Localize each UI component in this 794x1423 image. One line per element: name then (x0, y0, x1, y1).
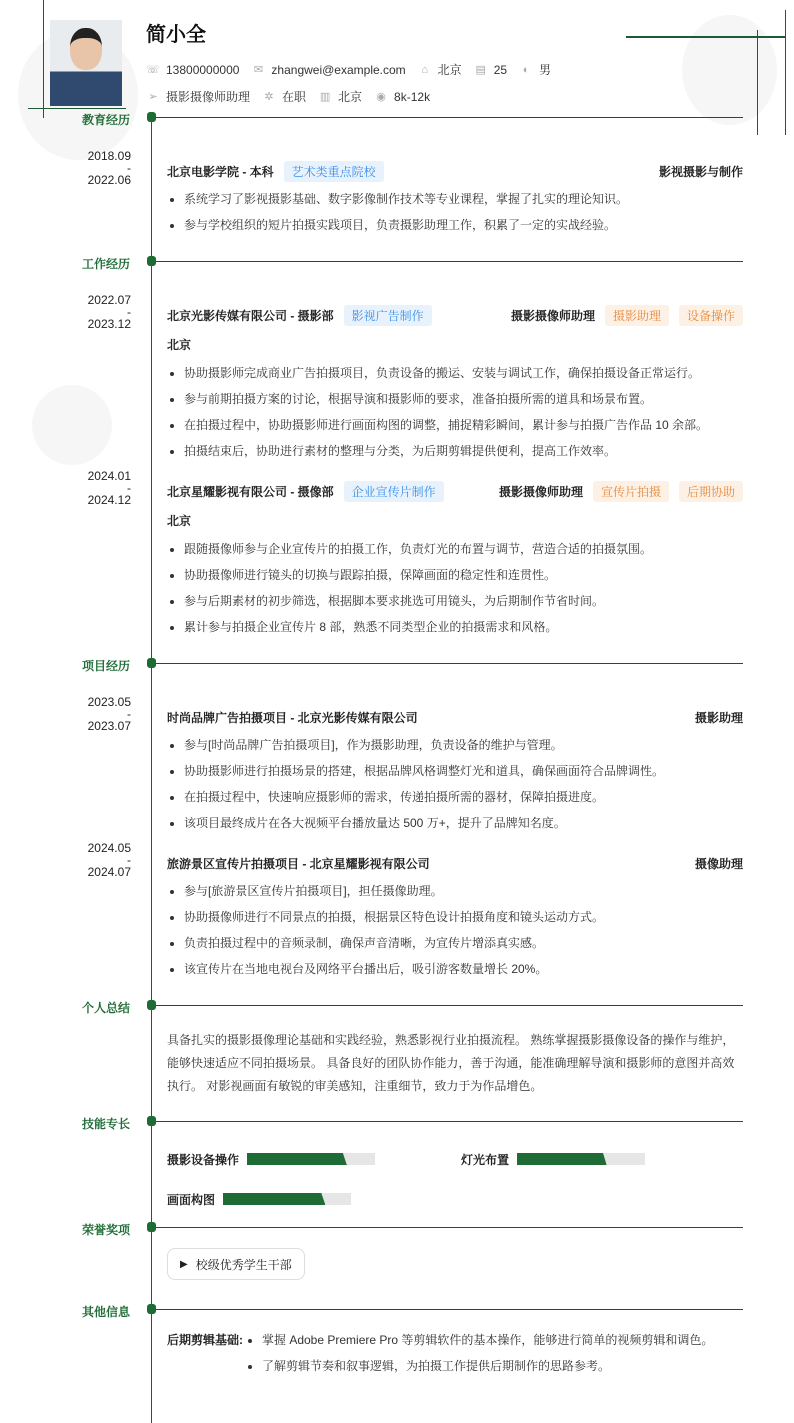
end-date: 2024.07 (87, 865, 131, 879)
section-divider (156, 1005, 743, 1006)
phone: 13800000000 (166, 62, 240, 77)
entry-right (659, 163, 743, 180)
skill-bar-fill (247, 1153, 347, 1165)
award-name: 校级优秀学生干部 (195, 1257, 292, 1272)
entry-item (87, 293, 743, 464)
section-dot-icon (147, 658, 156, 668)
bullet-item: 了解剪辑节奏和叙事逻辑，为拍摄工作提供后期制作的思路参考。 (245, 1353, 713, 1379)
end-date: 2023.07 (87, 719, 131, 733)
entry-tag: 影视广告制作 (344, 305, 432, 326)
date-separator: - (127, 853, 131, 867)
entry-item (87, 695, 743, 836)
section-title: 技能专长 (81, 1117, 130, 1131)
section-header (0, 1117, 794, 1135)
bullet-item: 累计参与拍摄企业宣传片 8 部，熟悉不同类型企业的拍摄需求和风格。 (167, 614, 743, 640)
section-dot-icon (147, 112, 156, 122)
entry-title: 北京电影学院 - 本科 (167, 164, 274, 179)
major: 影视摄影与制作 (658, 164, 743, 179)
gender-icon: ◐ (522, 63, 530, 76)
section-divider (156, 1309, 743, 1310)
section-header (0, 1223, 794, 1241)
bullet-item: 该宣传片在当地电视台及网络平台播出后，吸引游客数量增长 20%。 (167, 956, 743, 982)
entry-item (87, 149, 743, 238)
skill-name: 画面构图 (167, 1192, 216, 1207)
job-status: 在职 (282, 90, 307, 104)
start-date: 2024.01 (87, 469, 131, 483)
section-header (0, 113, 794, 131)
end-date: 2024.12 (87, 493, 131, 507)
bullet-item: 协助摄像师进行不同景点的拍摄，根据景区特色设计拍摄角度和镜头运动方式。 (167, 904, 743, 930)
entry-title: 旅游景区宣传片拍摄项目 - 北京星耀影视有限公司 (167, 856, 430, 871)
role: 摄影摄像师助理 (498, 484, 583, 499)
skill-item (167, 1179, 461, 1219)
bullet-item: 在拍摄过程中，协助摄影师进行画面构图的调整，捕捉精彩瞬间，累计参与拍摄广告作品 10 余部。 (167, 412, 743, 438)
entry-left (167, 481, 444, 502)
mail-icon: ✉ (253, 64, 264, 76)
entry-right (695, 709, 743, 726)
section-other (0, 1305, 794, 1379)
bullet-item: 协助摄像师进行镜头的切换与跟踪拍摄，保障画面的稳定性和连贯性。 (167, 562, 743, 588)
section-divider (156, 1121, 743, 1122)
skill-bar-fill (223, 1193, 325, 1205)
location: 北京 (167, 338, 192, 352)
start-date: 2024.05 (87, 841, 131, 855)
section-header (0, 1305, 794, 1323)
section-title: 教育经历 (81, 113, 130, 127)
bullet-item: 参与[旅游景区宣传片拍摄项目]，担任摄像助理。 (167, 878, 743, 904)
entry-title: 北京光影传媒有限公司 - 摄影部 (167, 308, 334, 323)
section-dot-icon (147, 1000, 156, 1010)
decor-line (43, 0, 44, 118)
entry-header (167, 300, 743, 330)
section-title: 工作经历 (81, 257, 130, 271)
section-divider (156, 663, 743, 664)
section-header (0, 659, 794, 677)
section-dot-icon (147, 1116, 156, 1126)
section-divider (156, 117, 743, 118)
bullet-item: 跟随摄像师参与企业宣传片的拍摄工作，负责灯光的布置与调节，营造合适的拍摄氛围。 (167, 536, 743, 562)
phone-icon: ☏ (146, 64, 160, 76)
bullet-item: 参与后期素材的初步筛选，根据脚本要求挑选可用镜头，为后期制作节省时间。 (167, 588, 743, 614)
role-tag: 后期协助 (679, 481, 743, 502)
role: 摄影助理 (694, 710, 743, 725)
location: 北京 (167, 514, 192, 528)
entry-tag: 企业宣传片制作 (344, 481, 444, 502)
end-date: 2022.06 (87, 173, 131, 187)
date-separator: - (127, 481, 131, 495)
entry-header (167, 156, 743, 186)
section-awards (0, 1223, 794, 1280)
section-header (0, 257, 794, 275)
date-separator: - (127, 161, 131, 175)
building-icon: ▥ (319, 91, 331, 103)
section-projects (0, 659, 794, 982)
play-icon: ▶ (180, 1258, 188, 1270)
avatar-photo (50, 20, 122, 106)
role: 摄影摄像师助理 (510, 308, 595, 323)
age: 25 (493, 62, 508, 77)
start-date: 2018.09 (87, 149, 131, 163)
end-date: 2023.12 (87, 317, 131, 331)
date-range (67, 150, 131, 186)
skill-item (167, 1139, 461, 1179)
skills-list (167, 1139, 743, 1219)
skill-bar (517, 1153, 645, 1165)
date-separator: - (127, 305, 131, 319)
salary: 8k-12k (394, 89, 431, 104)
decor-line (28, 108, 126, 109)
entry-right (695, 855, 743, 872)
contact-row (146, 61, 557, 78)
bullet-item: 掌握 Adobe Premiere Pro 等剪辑软件的基本操作，能够进行简单的视频剪辑和调色。 (245, 1327, 713, 1353)
bullet-item: 系统学习了影视摄影基础、数字影像制作技术等专业课程，掌握了扎实的理论知识。 (167, 186, 743, 212)
entry-left (167, 161, 384, 182)
target-city: 北京 (338, 90, 363, 104)
bullet-item: 协助摄影师进行拍摄场景的搭建，根据品牌风格调整灯光和道具，确保画面符合品牌调性。 (167, 758, 743, 784)
skill-bar (247, 1153, 375, 1165)
decor-line (626, 36, 786, 38)
bullet-list (167, 732, 743, 836)
section-education (0, 113, 794, 238)
role-tag: 摄影助理 (605, 305, 669, 326)
bullet-item: 参与[时尚品牌广告拍摄项目]，作为摄影助理，负责设备的维护与管理。 (167, 732, 743, 758)
role-tag: 设备操作 (679, 305, 743, 326)
section-skills (0, 1117, 794, 1219)
email: zhangwei@example.com (271, 62, 406, 77)
bullet-item: 参与学校组织的短片拍摄实践项目，负责摄影助理工作，积累了一定的实战经验。 (167, 212, 743, 238)
section-divider (156, 261, 743, 262)
bullet-list (167, 878, 743, 982)
skill-name: 摄影设备操作 (167, 1152, 240, 1167)
send-icon: ➢ (148, 91, 158, 103)
bullet-item: 负责拍摄过程中的音频录制，确保声音清晰，为宣传片增添真实感。 (167, 930, 743, 956)
section-header (0, 1001, 794, 1019)
skill-bar-fill (517, 1153, 607, 1165)
entry-left (167, 305, 432, 326)
gender: 男 (539, 63, 552, 77)
bullet-list (167, 536, 743, 640)
job-intent-row (146, 88, 436, 105)
bullet-item: 在拍摄过程中，快速响应摄影师的需求，传递拍摄所需的器材，保障拍摄进度。 (167, 784, 743, 810)
entry-right (499, 481, 743, 502)
decor-circle (682, 15, 777, 125)
section-title: 个人总结 (81, 1001, 130, 1015)
other-label: 后期剪辑基础: (167, 1333, 243, 1347)
section-dot-icon (147, 1304, 156, 1314)
skill-bar (223, 1193, 351, 1205)
entry-header (167, 848, 743, 878)
role-tag: 宣传片拍摄 (593, 481, 669, 502)
job-target: 摄影摄像师助理 (166, 90, 251, 104)
entry-tag: 艺术类重点院校 (284, 161, 384, 182)
bullet-item: 拍摄结束后，协助进行素材的整理与分类，为后期剪辑提供便利，提高工作效率。 (167, 438, 743, 464)
skill-item (461, 1139, 743, 1179)
bullet-list (245, 1327, 713, 1379)
role: 摄像助理 (694, 856, 743, 871)
city: 北京 (437, 63, 462, 77)
date-separator: - (127, 707, 131, 721)
entry-item (87, 469, 743, 640)
entry-header (167, 476, 743, 506)
entry-header (167, 702, 743, 732)
bullet-list (167, 360, 743, 464)
entry-left (167, 855, 430, 872)
bullet-item: 该项目最终成片在各大视频平台播放量达 500 万+，提升了品牌知名度。 (167, 810, 743, 836)
section-divider (156, 1227, 743, 1228)
section-dot-icon (147, 1222, 156, 1232)
date-range (67, 470, 131, 506)
section-title: 其他信息 (81, 1305, 130, 1319)
other-item (167, 1327, 794, 1379)
section-dot-icon (147, 256, 156, 266)
home-icon: ⌂ (421, 63, 428, 76)
start-date: 2023.05 (87, 695, 131, 709)
section-summary (0, 1001, 794, 1098)
section-title: 项目经历 (81, 659, 130, 673)
salary-icon: ◉ (376, 91, 386, 103)
date-range (67, 842, 131, 878)
start-date: 2022.07 (87, 293, 131, 307)
entry-right (511, 305, 743, 326)
candidate-name: 简小全 (146, 24, 206, 46)
bullet-item: 参与前期拍摄方案的讨论，根据导演和摄影师的要求，准备拍摄所需的道具和场景布置。 (167, 386, 743, 412)
section-title: 荣誉奖项 (81, 1223, 130, 1237)
date-range (67, 696, 131, 732)
summary-text: 具备扎实的摄影摄像理论基础和实践经验，熟悉影视行业拍摄流程。 熟练掌握摄影摄像设备的操作与维护，能够快速适应不同拍摄场景。 具备良好的团队协作能力，善于沟通，能准确理解导演和摄影师的意图并高效执行。 对影视画面有敏锐的审美感知，注重细节，致力于为作品增色。 (167, 1033, 735, 1093)
section-work (0, 257, 794, 640)
bullet-item: 协助摄影师完成商业广告拍摄项目，负责设备的搬运、安装与调试工作，确保拍摄设备正常运行。 (167, 360, 743, 386)
calendar-icon: ▤ (475, 64, 486, 76)
award-item[interactable] (167, 1248, 305, 1280)
entry-item (87, 841, 743, 982)
status-icon: ✲ (264, 91, 274, 103)
skill-name: 灯光布置 (461, 1152, 510, 1167)
entry-title: 时尚品牌广告拍摄项目 - 北京光影传媒有限公司 (167, 710, 418, 725)
date-range (67, 294, 131, 330)
entry-left (167, 709, 418, 726)
bullet-list (167, 186, 743, 238)
entry-title: 北京星耀影视有限公司 - 摄像部 (167, 484, 334, 499)
